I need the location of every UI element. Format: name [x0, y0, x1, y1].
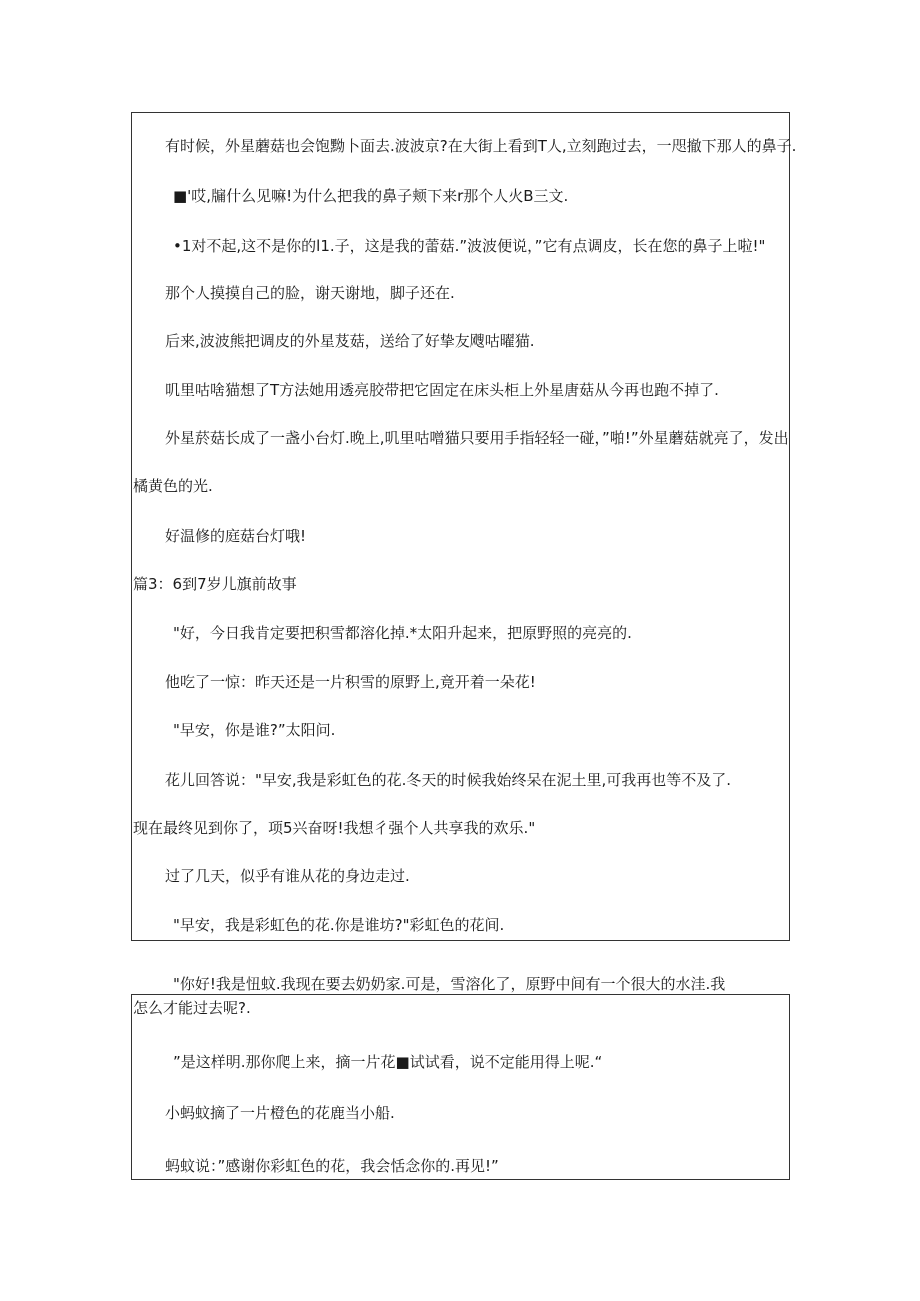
story-paragraph: 过了几天，似乎有谁从花的身边走过.	[165, 867, 410, 885]
story-paragraph: 有时候，外星蘑菇也会饱黝卜面去.波波京?在大街上看到T人,立刻跑过去，一咫撤下那人的鼻子.	[165, 137, 797, 155]
story-paragraph-continued: 现在最终见到你了，项5兴奋呀!我想彳强个人共享我的欢乐."	[133, 819, 536, 837]
story-paragraph: 那个人摸摸自己的脸，谢天谢地，脚子还在.	[165, 284, 455, 302]
story-paragraph: 蚂蚊说：”感谢你彩虹色的花，我会恬念你的.再见!”	[165, 1157, 499, 1175]
section-heading: 篇3：6到7岁儿旗前故事	[133, 575, 297, 593]
story-paragraph: 叽里咕啥猫想了T方法她用透亮胶带把它固定在床头柜上外星唐菇从今再也跑不掉了.	[165, 381, 719, 399]
story-paragraph: 小蚂蚊摘了一片橙色的花鹿当小船.	[165, 1104, 395, 1122]
story-paragraph: ”是这样明.那你爬上来，摘一片花■试试看，说不定能用得上呢.“	[173, 1053, 603, 1071]
story-paragraph: "早安，我是彩虹色的花.你是谁坊?"彩虹色的花间.	[173, 916, 505, 934]
story-paragraph-continued: 怎么才能过去呢?.	[133, 999, 251, 1017]
story-paragraph: ■'哎,牖什么见嘛!为什么把我的鼻子颊下来r那个人火B三文.	[173, 187, 569, 205]
story-paragraph: •1对不起,这不是你的l1.子，这是我的蕾菇.”波波便说，”它有点调皮，长在您的鼻子上啦!"	[173, 237, 766, 255]
story-paragraph: 他吃了一惊：昨天还是一片积雪的原野上,竟开着一朵花!	[165, 673, 536, 691]
story-paragraph: 外星菸菇长成了一盏小台灯.晚上,叽里咕噌猫只要用手指轻轻一碰，”啪!”外星蘑菇就亮了，发出	[165, 429, 789, 447]
story-paragraph: "好，今日我肯定要把积雪都溶化掉.*太阳升起来，把原野照的亮亮的.	[173, 624, 632, 642]
story-paragraph-continued: 橘黄色的光.	[133, 477, 213, 495]
story-paragraph: "早安，你是谁?”太阳问.	[173, 721, 336, 739]
story-paragraph: 花儿回答说："早安,我是彩虹色的花.冬天的时候我始终呆在泥土里,可我再也等不及了.	[165, 771, 731, 789]
story-paragraph: 后来,波波熊把调皮的外星芨菇，送给了好挚友飕咕曜猫.	[165, 332, 535, 350]
story-paragraph: "你好!我是忸蚊.我现在要去奶奶家.可是，雪溶化了，原野中间有一个很大的水洼.我	[173, 975, 726, 993]
page-frame-bottom	[131, 994, 790, 1180]
story-paragraph: 好温修的庭菇台灯哦!	[165, 527, 307, 545]
